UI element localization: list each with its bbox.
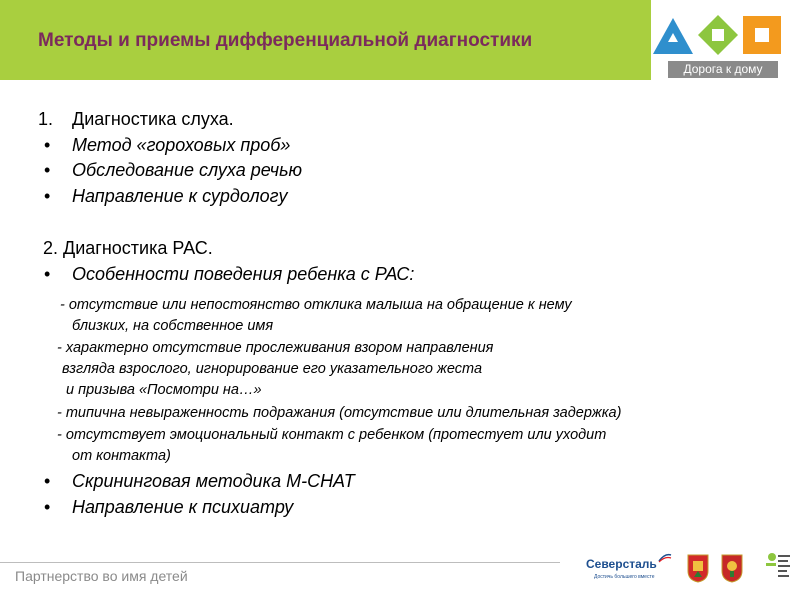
detail-line: и призыва «Посмотри на…» bbox=[66, 382, 262, 398]
section1-number: 1. bbox=[38, 109, 54, 129]
fund-logo-icon bbox=[762, 551, 792, 581]
detail-line: от контакта) bbox=[72, 448, 171, 464]
section2-item: Особенности поведения ребенка с РАС: bbox=[72, 264, 415, 284]
detail-line: - типична невыраженность подражания (отсутствие или длительная задержка) bbox=[57, 405, 622, 421]
bullet-icon: • bbox=[44, 160, 51, 180]
bullet-icon: • bbox=[44, 186, 51, 206]
coat-of-arms-icon bbox=[686, 553, 710, 583]
detail-line: - отсутствует эмоциональный контакт с ребенком (протестует или уходит bbox=[57, 427, 607, 443]
sponsor-tagline: Достичь большего вместе bbox=[594, 574, 655, 580]
bullet-icon: • bbox=[44, 497, 51, 517]
detail-line: - отсутствие или непостоянство отклика малыша на обращение к нему bbox=[60, 297, 572, 313]
detail-line: - характерно отсутствие прослеживания взором направления bbox=[57, 340, 494, 356]
footer-divider bbox=[0, 562, 560, 563]
page-title: Методы и приемы дифференциальной диагностики bbox=[38, 30, 533, 51]
section1-item: Метод «гороховых проб» bbox=[72, 135, 291, 155]
severstal-mark-icon bbox=[658, 553, 672, 563]
footer-text: Партнерство во имя детей bbox=[15, 568, 188, 584]
section2-title: 2. Диагностика РАС. bbox=[43, 238, 213, 258]
section1-title: Диагностика слуха. bbox=[72, 109, 234, 129]
section2-item: Скрининговая методика M-CHAT bbox=[72, 471, 355, 491]
bullet-icon: • bbox=[44, 471, 51, 491]
bullet-icon: • bbox=[44, 264, 51, 284]
sponsor-name: Северсталь bbox=[586, 557, 657, 571]
coat-of-arms-icon bbox=[720, 553, 744, 583]
section2-item: Направление к психиатру bbox=[72, 497, 294, 517]
bullet-icon: • bbox=[44, 135, 51, 155]
logo-caption: Дорога к дому bbox=[668, 61, 778, 78]
detail-line: близких, на собственное имя bbox=[72, 318, 274, 334]
detail-line: взгляда взрослого, игнорирование его указательного жеста bbox=[62, 361, 483, 377]
section1-item: Направление к сурдологу bbox=[72, 186, 288, 206]
severstal-logo bbox=[586, 553, 674, 583]
section1-item: Обследование слуха речью bbox=[72, 160, 303, 180]
